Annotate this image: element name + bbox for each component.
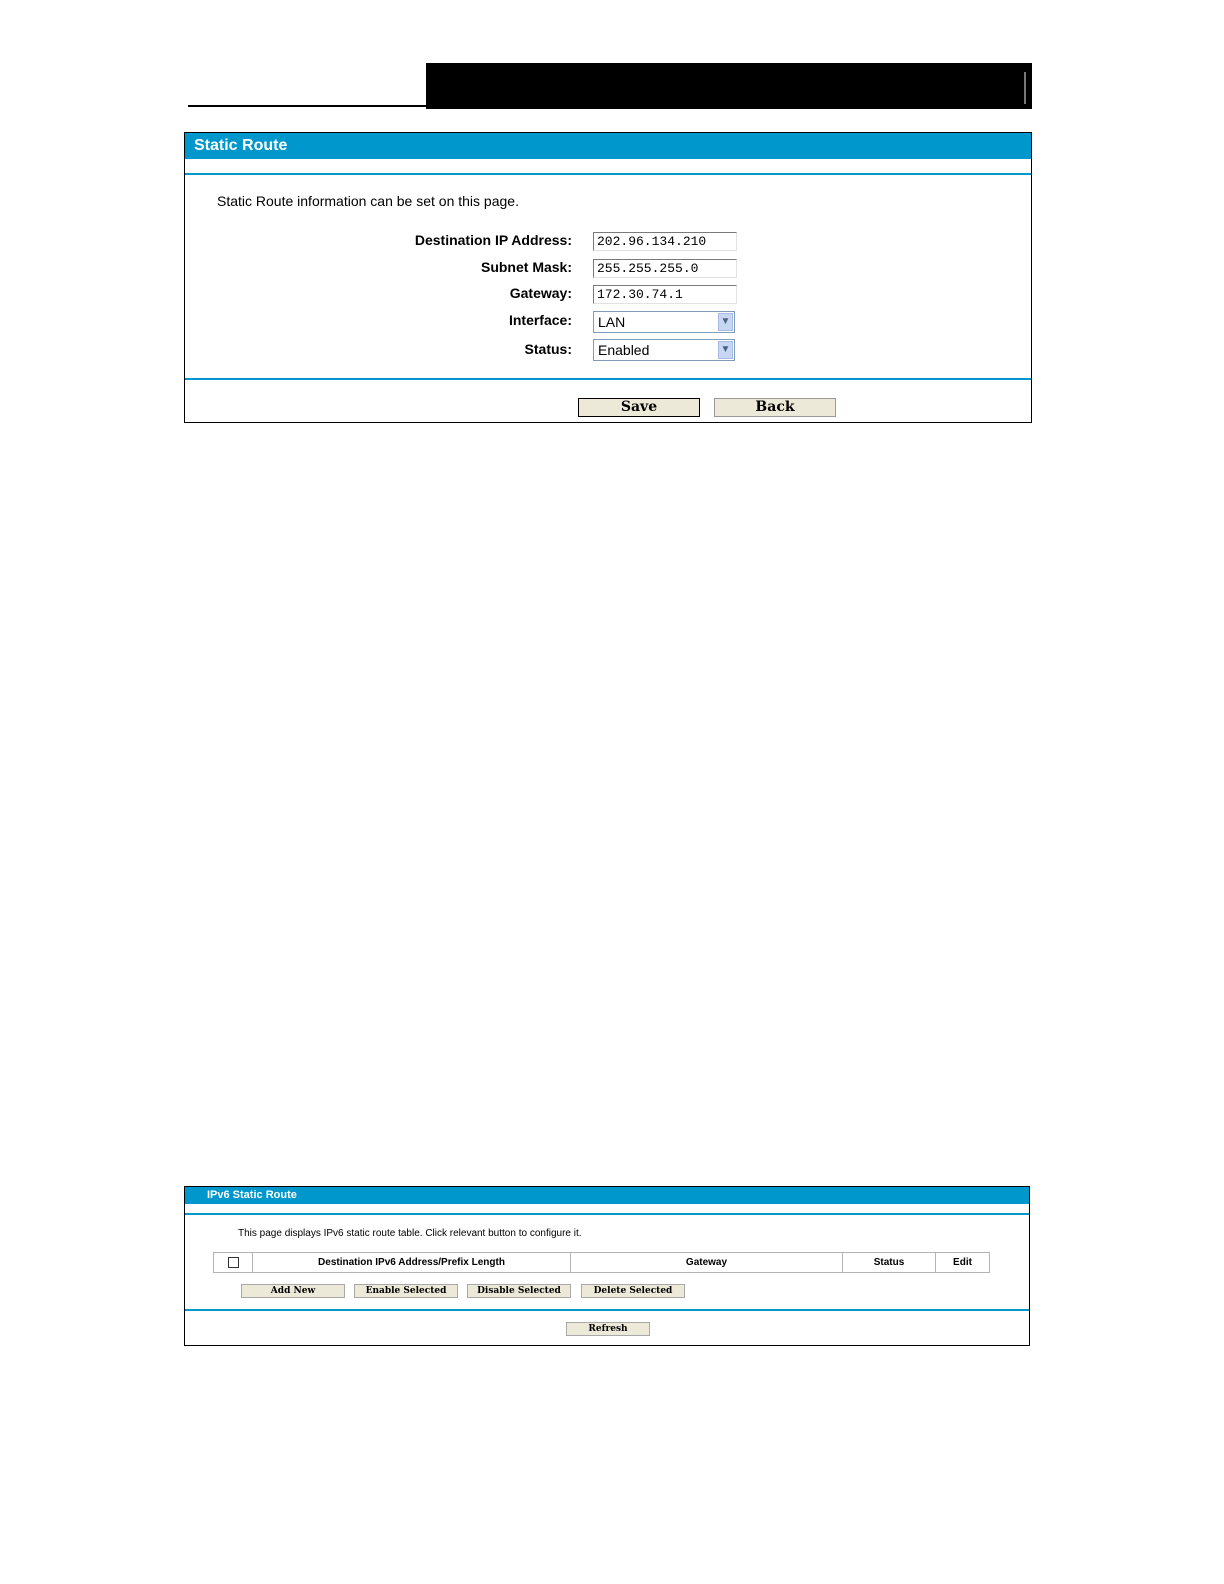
select-all-checkbox[interactable] xyxy=(228,1257,239,1268)
delete-selected-button[interactable]: Delete Selected xyxy=(581,1284,685,1298)
static-route-title: Static Route xyxy=(185,133,1031,159)
column-edit: Edit xyxy=(936,1253,990,1273)
back-button[interactable]: Back xyxy=(714,398,836,417)
status-select[interactable] xyxy=(593,339,735,361)
static-route-intro: Static Route information can be set on this page. xyxy=(217,193,519,209)
gateway-input[interactable]: 172.30.74.1 xyxy=(593,285,737,304)
chevron-down-icon[interactable]: ▼ xyxy=(718,313,733,331)
column-status: Status xyxy=(843,1253,936,1273)
destination-ip-input[interactable]: 202.96.134.210 xyxy=(593,232,737,251)
chevron-down-icon[interactable]: ▼ xyxy=(718,341,733,359)
ipv6-static-route-intro: This page displays IPv6 static route table. Click relevant button to configure it. xyxy=(238,1228,582,1239)
interface-value: LAN xyxy=(598,314,626,330)
refresh-button[interactable]: Refresh xyxy=(566,1322,650,1336)
header-bar-edge xyxy=(1024,72,1026,104)
table-header-row xyxy=(214,1253,990,1273)
destination-ip-label: Destination IP Address: xyxy=(414,232,572,248)
status-label: Status: xyxy=(524,341,572,357)
save-button[interactable]: Save xyxy=(578,398,700,417)
header-bar xyxy=(426,63,1032,109)
gateway-label: Gateway: xyxy=(509,285,572,301)
ipv6-route-table xyxy=(213,1252,990,1273)
interface-label: Interface: xyxy=(508,312,572,328)
ipv6-static-route-panel xyxy=(184,1186,1030,1346)
static-route-panel xyxy=(184,132,1032,423)
ipv6-static-route-title: IPv6 Static Route xyxy=(185,1187,1029,1204)
column-gateway: Gateway xyxy=(571,1253,843,1273)
header-rule xyxy=(188,105,428,107)
panel-divider-top xyxy=(185,1213,1029,1215)
disable-selected-button[interactable]: Disable Selected xyxy=(467,1284,571,1298)
add-new-button[interactable]: Add New xyxy=(241,1284,345,1298)
subnet-mask-label: Subnet Mask: xyxy=(480,259,572,275)
interface-select[interactable] xyxy=(593,311,735,333)
enable-selected-button[interactable]: Enable Selected xyxy=(354,1284,458,1298)
panel-divider-bottom xyxy=(185,378,1031,380)
subnet-mask-input[interactable]: 255.255.255.0 xyxy=(593,259,737,278)
select-all-cell xyxy=(214,1253,253,1273)
status-value: Enabled xyxy=(598,342,650,358)
panel-divider-bottom xyxy=(185,1309,1029,1311)
column-destination: Destination IPv6 Address/Prefix Length xyxy=(253,1253,571,1273)
panel-divider-top xyxy=(185,173,1031,175)
